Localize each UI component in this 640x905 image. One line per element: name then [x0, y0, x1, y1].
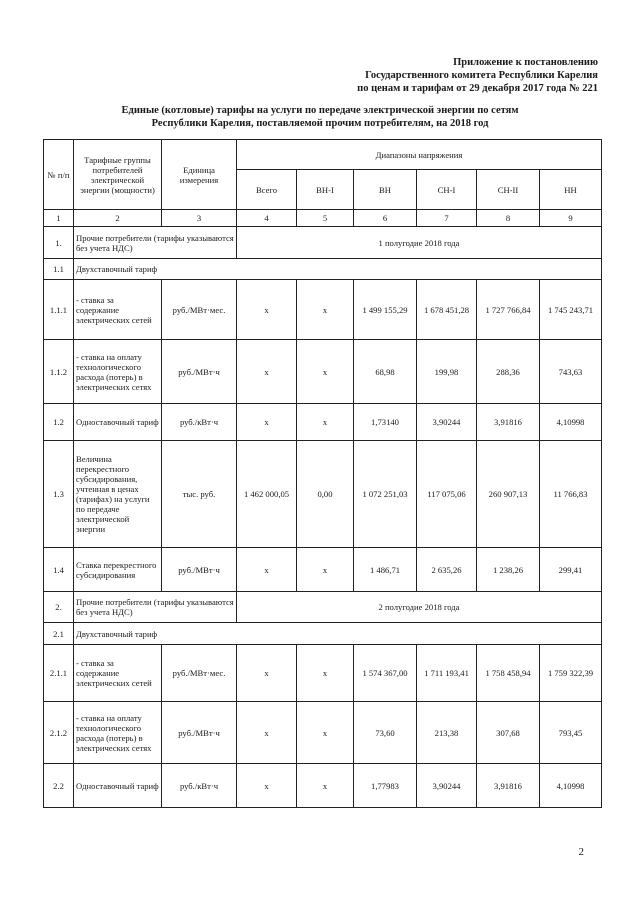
- table-row: [44, 702, 602, 764]
- period-label: 2 полугодие 2018 года: [237, 592, 602, 623]
- value-total: х: [237, 548, 297, 592]
- value-sn1: 1 711 193,41: [417, 645, 477, 702]
- tariff-table: [43, 139, 602, 808]
- row-unit: руб./МВт·мес.: [162, 280, 237, 340]
- value-nn: 4,10998: [540, 404, 602, 441]
- value-total: х: [237, 764, 297, 808]
- header-range-total: Всего: [237, 170, 297, 210]
- document-title: [60, 104, 580, 130]
- value-vn1: х: [297, 404, 354, 441]
- value-nn: 299,41: [540, 548, 602, 592]
- table-row: [44, 548, 602, 592]
- value-total: х: [237, 340, 297, 404]
- header-range-sn2: СН-II: [477, 170, 540, 210]
- document-header: [357, 56, 598, 95]
- header-range-sn1: СН-I: [417, 170, 477, 210]
- row-num: 2.: [44, 592, 74, 623]
- row-label: Ставка перекрестного субсидирования: [74, 548, 162, 592]
- table-row: [44, 259, 602, 280]
- index-cell: 2: [74, 210, 162, 227]
- value-nn: 11 766,83: [540, 441, 602, 548]
- index-cell: 6: [354, 210, 417, 227]
- row-label: - ставка на оплату технологического расхода (потерь) в электрических сетях: [74, 702, 162, 764]
- table-row: [44, 623, 602, 645]
- row-num: 2.1.2: [44, 702, 74, 764]
- value-total: х: [237, 645, 297, 702]
- index-cell: 3: [162, 210, 237, 227]
- table-row: [44, 280, 602, 340]
- row-unit: руб./МВт·ч: [162, 340, 237, 404]
- row-unit: руб./МВт·мес.: [162, 645, 237, 702]
- row-label: Прочие потребители (тарифы указываются без учета НДС): [74, 592, 237, 623]
- value-sn2: 3,91816: [477, 404, 540, 441]
- row-unit: руб./МВт·ч: [162, 548, 237, 592]
- value-nn: 1 745 243,71: [540, 280, 602, 340]
- value-sn1: 117 075,06: [417, 441, 477, 548]
- value-vn: 68,98: [354, 340, 417, 404]
- row-label: - ставка на оплату технологического расхода (потерь) в электрических сетях: [74, 340, 162, 404]
- row-label: Прочие потребители (тарифы указываются без учета НДС): [74, 227, 237, 259]
- index-cell: 4: [237, 210, 297, 227]
- index-cell: 8: [477, 210, 540, 227]
- value-vn1: х: [297, 340, 354, 404]
- header-num: № п/п: [44, 140, 74, 210]
- value-sn1: 2 635,26: [417, 548, 477, 592]
- value-vn: 1 072 251,03: [354, 441, 417, 548]
- value-vn: 1 499 155,29: [354, 280, 417, 340]
- header-line-2: Государственного комитета Республики Карелия: [365, 70, 598, 81]
- value-sn2: 307,68: [477, 702, 540, 764]
- row-num: 1.: [44, 227, 74, 259]
- value-vn: 1 574 367,00: [354, 645, 417, 702]
- value-sn1: 1 678 451,28: [417, 280, 477, 340]
- index-cell: 5: [297, 210, 354, 227]
- value-total: х: [237, 280, 297, 340]
- value-sn1: 213,38: [417, 702, 477, 764]
- row-label: Величина перекрестного субсидирования, учтенная в ценах (тарифах) на услуги по передаче электрической энергии: [74, 441, 162, 548]
- row-unit: руб./кВт·ч: [162, 764, 237, 808]
- value-total: х: [237, 404, 297, 441]
- row-label: Двухставочный тариф: [74, 623, 602, 645]
- header-line-1: Приложение к постановлению: [453, 57, 598, 68]
- value-sn1: 3,90244: [417, 764, 477, 808]
- value-sn2: 260 907,13: [477, 441, 540, 548]
- value-vn1: х: [297, 280, 354, 340]
- row-label: - ставка за содержание электрических сетей: [74, 645, 162, 702]
- row-num: 2.1: [44, 623, 74, 645]
- row-unit: руб./МВт·ч: [162, 702, 237, 764]
- value-sn2: 288,36: [477, 340, 540, 404]
- value-vn1: х: [297, 764, 354, 808]
- header-voltage-ranges: Диапазоны напряжения: [237, 140, 602, 170]
- row-num: 2.2: [44, 764, 74, 808]
- table-row: [44, 227, 602, 259]
- header-range-vn: ВН: [354, 170, 417, 210]
- index-cell: 1: [44, 210, 74, 227]
- value-sn2: 1 727 766,84: [477, 280, 540, 340]
- row-unit: тыс. руб.: [162, 441, 237, 548]
- index-cell: 9: [540, 210, 602, 227]
- period-label: 1 полугодие 2018 года: [237, 227, 602, 259]
- row-num: 1.3: [44, 441, 74, 548]
- title-line-1: Единые (котловые) тарифы на услуги по передаче электрической энергии по сетям: [121, 105, 519, 116]
- value-sn2: 1 238,26: [477, 548, 540, 592]
- value-nn: 743,63: [540, 340, 602, 404]
- header-tariff-group: Тарифные группы потребителей электрической энергии (мощности): [74, 140, 162, 210]
- row-label: Одноставочный тариф: [74, 764, 162, 808]
- table-row: [44, 441, 602, 548]
- value-vn1: х: [297, 645, 354, 702]
- value-nn: 793,45: [540, 702, 602, 764]
- row-num: 1.1.2: [44, 340, 74, 404]
- row-num: 1.1: [44, 259, 74, 280]
- table-row: [44, 645, 602, 702]
- row-unit: руб./кВт·ч: [162, 404, 237, 441]
- value-vn: 73,60: [354, 702, 417, 764]
- value-sn1: 3,90244: [417, 404, 477, 441]
- row-label: Одноставочный тариф: [74, 404, 162, 441]
- row-num: 2.1.1: [44, 645, 74, 702]
- value-total: 1 462 000,05: [237, 441, 297, 548]
- row-label: Двухставочный тариф: [74, 259, 602, 280]
- value-vn: 1,77983: [354, 764, 417, 808]
- row-num: 1.1.1: [44, 280, 74, 340]
- page-number: 2: [578, 846, 584, 858]
- title-line-2: Республики Карелия, поставляемой прочим потребителям, на 2018 год: [151, 118, 489, 129]
- value-vn: 1,73140: [354, 404, 417, 441]
- value-nn: 4,10998: [540, 764, 602, 808]
- value-vn1: 0,00: [297, 441, 354, 548]
- row-num: 1.2: [44, 404, 74, 441]
- value-sn1: 199,98: [417, 340, 477, 404]
- header-range-vn1: ВН-I: [297, 170, 354, 210]
- table-row: [44, 404, 602, 441]
- value-sn2: 1 758 458,94: [477, 645, 540, 702]
- header-unit: Единица измерения: [162, 140, 237, 210]
- table-row: [44, 764, 602, 808]
- value-nn: 1 759 322,39: [540, 645, 602, 702]
- value-vn1: х: [297, 702, 354, 764]
- index-cell: 7: [417, 210, 477, 227]
- header-range-nn: НН: [540, 170, 602, 210]
- value-sn2: 3,91816: [477, 764, 540, 808]
- row-num: 1.4: [44, 548, 74, 592]
- value-total: х: [237, 702, 297, 764]
- header-line-3: по ценам и тарифам от 29 декабря 2017 года № 221: [357, 83, 598, 94]
- row-label: - ставка за содержание электрических сетей: [74, 280, 162, 340]
- table-row: [44, 340, 602, 404]
- value-vn: 1 486,71: [354, 548, 417, 592]
- value-vn1: х: [297, 548, 354, 592]
- table-row: [44, 592, 602, 623]
